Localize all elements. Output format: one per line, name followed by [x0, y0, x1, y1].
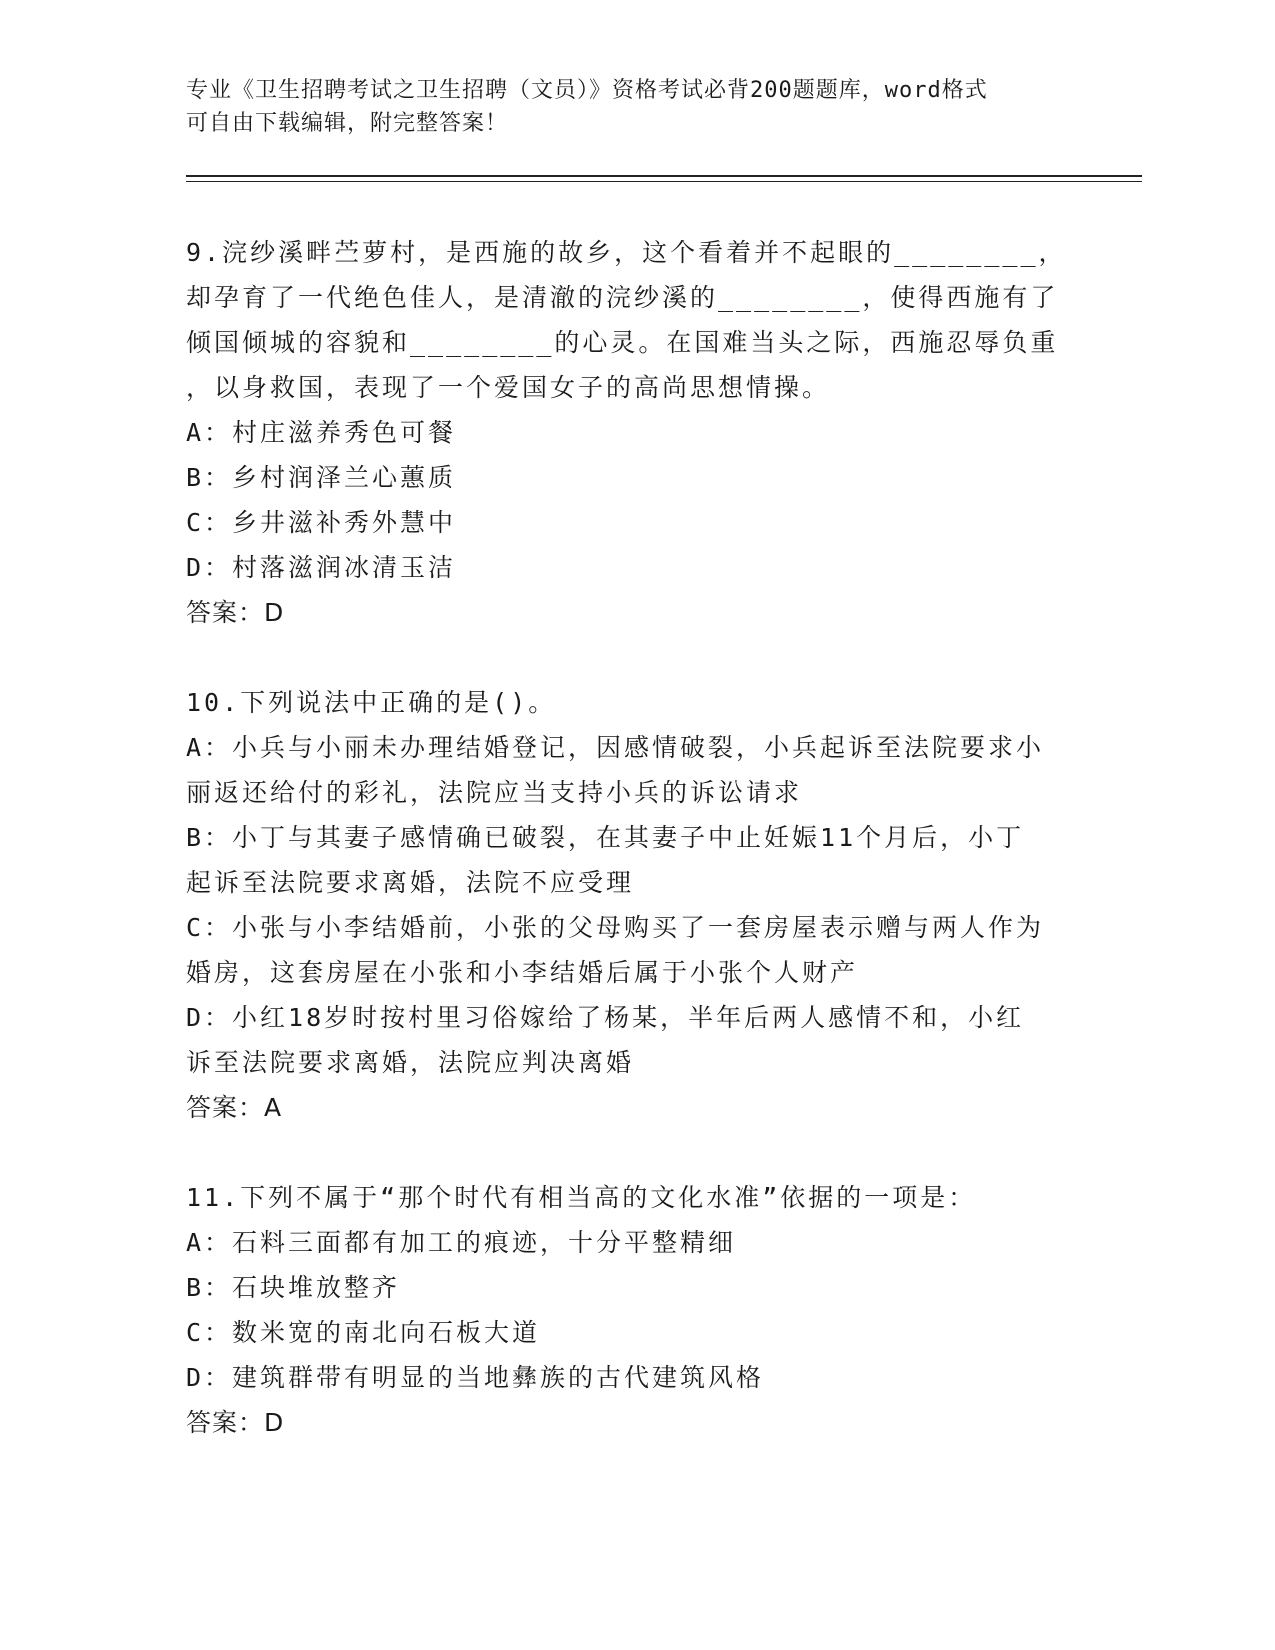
header-line-2: 可自由下载编辑，附完整答案！ — [186, 111, 509, 136]
document-header — [186, 74, 1086, 140]
option-c: C：乡井滋补秀外慧中 — [186, 508, 457, 537]
option-d: D：建筑群带有明显的当地彝族的古代建筑风格 — [186, 1363, 765, 1392]
option-a: A：石料三面都有加工的痕迹，十分平整精细 — [186, 1228, 737, 1257]
option-d: D：小红18岁时按村里习俗嫁给了杨某，半年后两人感情不和，小红 — [186, 1003, 1025, 1032]
option-b-continued: 起诉至法院要求离婚，法院不应受理 — [186, 868, 635, 897]
header-divider-thin — [186, 181, 1142, 182]
question-list — [186, 230, 1086, 1445]
option-a: A：村庄滋养秀色可餐 — [186, 418, 457, 447]
option-b: B：乡村润泽兰心蕙质 — [186, 463, 457, 492]
option-a: A：小兵与小丽未办理结婚登记，因感情破裂，小兵起诉至法院要求小 — [186, 733, 1045, 762]
question-9 — [186, 230, 1086, 635]
question-11 — [186, 1175, 1086, 1445]
question-stem-line: ，以身救国，表现了一个爱国女子的高尚思想情操。 — [186, 373, 831, 402]
question-stem-line: 9.浣纱溪畔苎萝村，是西施的故乡，这个看着并不起眼的________， — [186, 238, 1067, 267]
option-d: D：村落滋润冰清玉洁 — [186, 553, 457, 582]
header-divider-thick — [186, 175, 1142, 177]
question-stem-line: 倾国倾城的容貌和________的心灵。在国难当头之际，西施忍辱负重 — [186, 328, 1059, 357]
question-stem-line: 却孕育了一代绝色佳人，是清澈的浣纱溪的________，使得西施有了 — [186, 283, 1059, 312]
answer-label: 答案：A — [186, 1093, 283, 1122]
option-a-continued: 丽返还给付的彩礼，法院应当支持小兵的诉讼请求 — [186, 778, 803, 807]
question-stem-line: 10.下列说法中正确的是()。 — [186, 688, 557, 717]
header-line-1: 专业《卫生招聘考试之卫生招聘（文员）》资格考试必背200题题库，word格式 — [186, 78, 988, 103]
option-b: B：石块堆放整齐 — [186, 1273, 401, 1302]
option-d-continued: 诉至法院要求离婚，法院应判决离婚 — [186, 1048, 635, 1077]
option-c-continued: 婚房，这套房屋在小张和小李结婚后属于小张个人财产 — [186, 958, 859, 987]
question-10 — [186, 680, 1086, 1130]
option-c: C：数米宽的南北向石板大道 — [186, 1318, 541, 1347]
option-b: B：小丁与其妻子感情确已破裂，在其妻子中止妊娠11个月后，小丁 — [186, 823, 1025, 852]
answer-label: 答案：D — [186, 1408, 285, 1437]
question-stem-line: 11.下列不属于“那个时代有相当高的文化水准”依据的一项是： — [186, 1183, 977, 1212]
option-c: C：小张与小李结婚前，小张的父母购买了一套房屋表示赠与两人作为 — [186, 913, 1045, 942]
answer-label: 答案：D — [186, 598, 285, 627]
